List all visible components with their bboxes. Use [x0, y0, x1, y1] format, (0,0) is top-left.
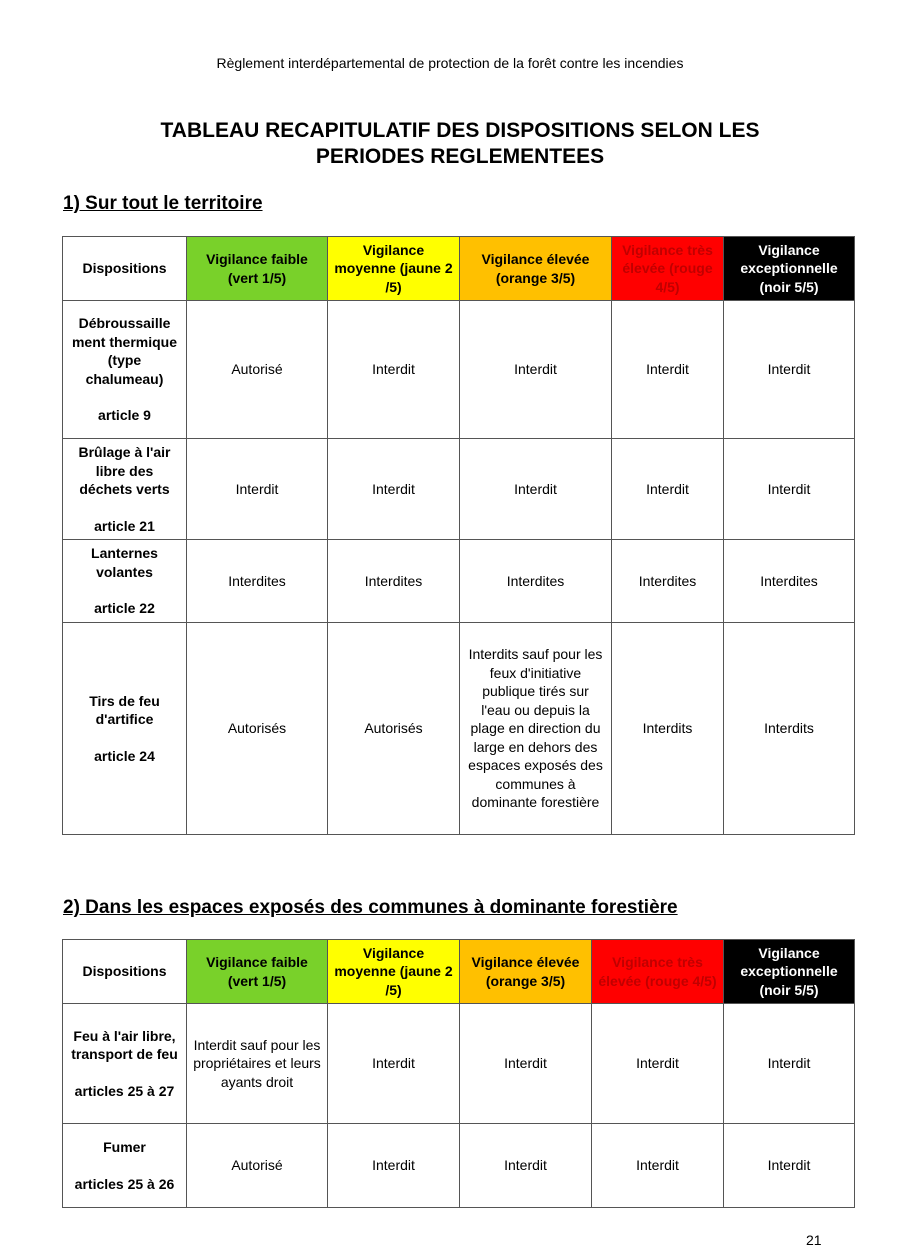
table-cell: Interdit: [187, 439, 328, 540]
table-cell: Interdits: [612, 623, 724, 835]
table-cell: Interdites: [724, 540, 855, 623]
table-cell: Interdit: [612, 301, 724, 439]
header-vigilance-faible: Vigilance faible (vert 1/5): [187, 940, 328, 1004]
row-article: articles 25 à 26: [74, 1175, 175, 1192]
table-cell: Autorisé: [187, 301, 328, 439]
row-article: article 24: [94, 747, 155, 764]
table-cell: Interdites: [612, 540, 724, 623]
row-article: articles 25 à 27: [74, 1082, 175, 1099]
table-row: [63, 1004, 855, 1124]
table-cell: Interdit: [612, 439, 724, 540]
row-label-cell: [63, 301, 187, 439]
header-dispositions: Dispositions: [63, 940, 187, 1004]
row-label-cell: [63, 1124, 187, 1208]
table-cell: Interdits: [724, 623, 855, 835]
section-2-title: 2) Dans les espaces exposés des communes à dominante forestière: [63, 897, 678, 918]
table-cell: Interdit: [592, 1004, 724, 1124]
table-cell: Interdit: [724, 1124, 855, 1208]
table-cell: Interdit: [328, 1004, 460, 1124]
running-header: Règlement interdépartemental de protection de la forêt contre les incendies: [216, 55, 684, 71]
row-label: Feu à l'air libre, transport de feu: [71, 1027, 178, 1063]
header-vigilance-elevee: Vigilance élevée (orange 3/5): [460, 237, 612, 301]
header-vigilance-moyenne: Vigilance moyenne (jaune 2 /5): [328, 237, 460, 301]
header-vigilance-tres-elevee: Vigilance très élevée (rouge 4/5): [612, 237, 724, 301]
row-label-cell: [63, 1004, 187, 1124]
row-article: article 9: [98, 407, 151, 424]
row-label-cell: [63, 439, 187, 540]
table-cell: Interdites: [328, 540, 460, 623]
row-article: article 22: [94, 600, 155, 617]
row-article: article 21: [94, 517, 155, 534]
table-cell: Interdit: [460, 1004, 592, 1124]
row-label: Débroussaille ment thermique (type chalumeau): [71, 315, 177, 387]
table-row: [63, 1124, 855, 1208]
table-row: [63, 301, 855, 439]
table-cell: Interdites: [187, 540, 328, 623]
table-cell: Interdit sauf pour les propriétaires et leurs ayants droit: [187, 1004, 328, 1124]
row-label: Lanternes volantes: [91, 545, 158, 580]
title-line-1: TABLEAU RECAPITULATIF DES DISPOSITIONS SELON LES: [160, 119, 760, 142]
row-label-cell: [63, 540, 187, 623]
table-row: [63, 540, 855, 623]
table-row: [63, 439, 855, 540]
table-cell: Interdit: [328, 301, 460, 439]
header-vigilance-faible: Vigilance faible (vert 1/5): [187, 237, 328, 301]
header-vigilance-tres-elevee: Vigilance très élevée (rouge 4/5): [592, 940, 724, 1004]
table-cell: Interdit: [592, 1124, 724, 1208]
table-cell: Autorisé: [187, 1124, 328, 1208]
header-vigilance-elevee: Vigilance élevée (orange 3/5): [460, 940, 592, 1004]
document-title: [60, 118, 860, 170]
row-label-cell: [63, 623, 187, 835]
table-cell: Autorisés: [328, 623, 460, 835]
header-vigilance-exceptionnelle: Vigilance exceptionnelle (noir 5/5): [724, 940, 855, 1004]
title-line-2: PERIODES REGLEMENTEES: [315, 145, 605, 168]
page-number: 21: [806, 1232, 822, 1248]
summary-table-forest-communes: [62, 939, 855, 1208]
table-cell: Interdit: [724, 301, 855, 439]
section-1-title: 1) Sur tout le territoire: [63, 193, 263, 214]
table-header-row: [63, 940, 855, 1004]
row-label: Brûlage à l'air libre des déchets verts: [78, 444, 171, 497]
header-vigilance-moyenne: Vigilance moyenne (jaune 2 /5): [328, 940, 460, 1004]
table-cell: Interdit: [724, 439, 855, 540]
table-cell: Interdit: [460, 439, 612, 540]
header-vigilance-exceptionnelle: Vigilance exceptionnelle (noir 5/5): [724, 237, 855, 301]
row-label: Fumer: [103, 1139, 146, 1155]
table-cell: Autorisés: [187, 623, 328, 835]
summary-table-territory: [62, 236, 855, 835]
table-cell: Interdites: [460, 540, 612, 623]
table-cell: Interdit: [328, 439, 460, 540]
row-label: Tirs de feu d'artifice: [89, 692, 160, 728]
table-cell: Interdits sauf pour les feux d'initiative publique tirés sur l'eau ou depuis la plage en direction du large en dehors des espaces exposés des communes à dominante forestière: [460, 623, 612, 835]
table-header-row: [63, 237, 855, 301]
table-cell: Interdit: [460, 301, 612, 439]
table-cell: Interdit: [460, 1124, 592, 1208]
table-cell: Interdit: [328, 1124, 460, 1208]
header-dispositions: Dispositions: [63, 237, 187, 301]
table-row: [63, 623, 855, 835]
table-cell: Interdit: [724, 1004, 855, 1124]
